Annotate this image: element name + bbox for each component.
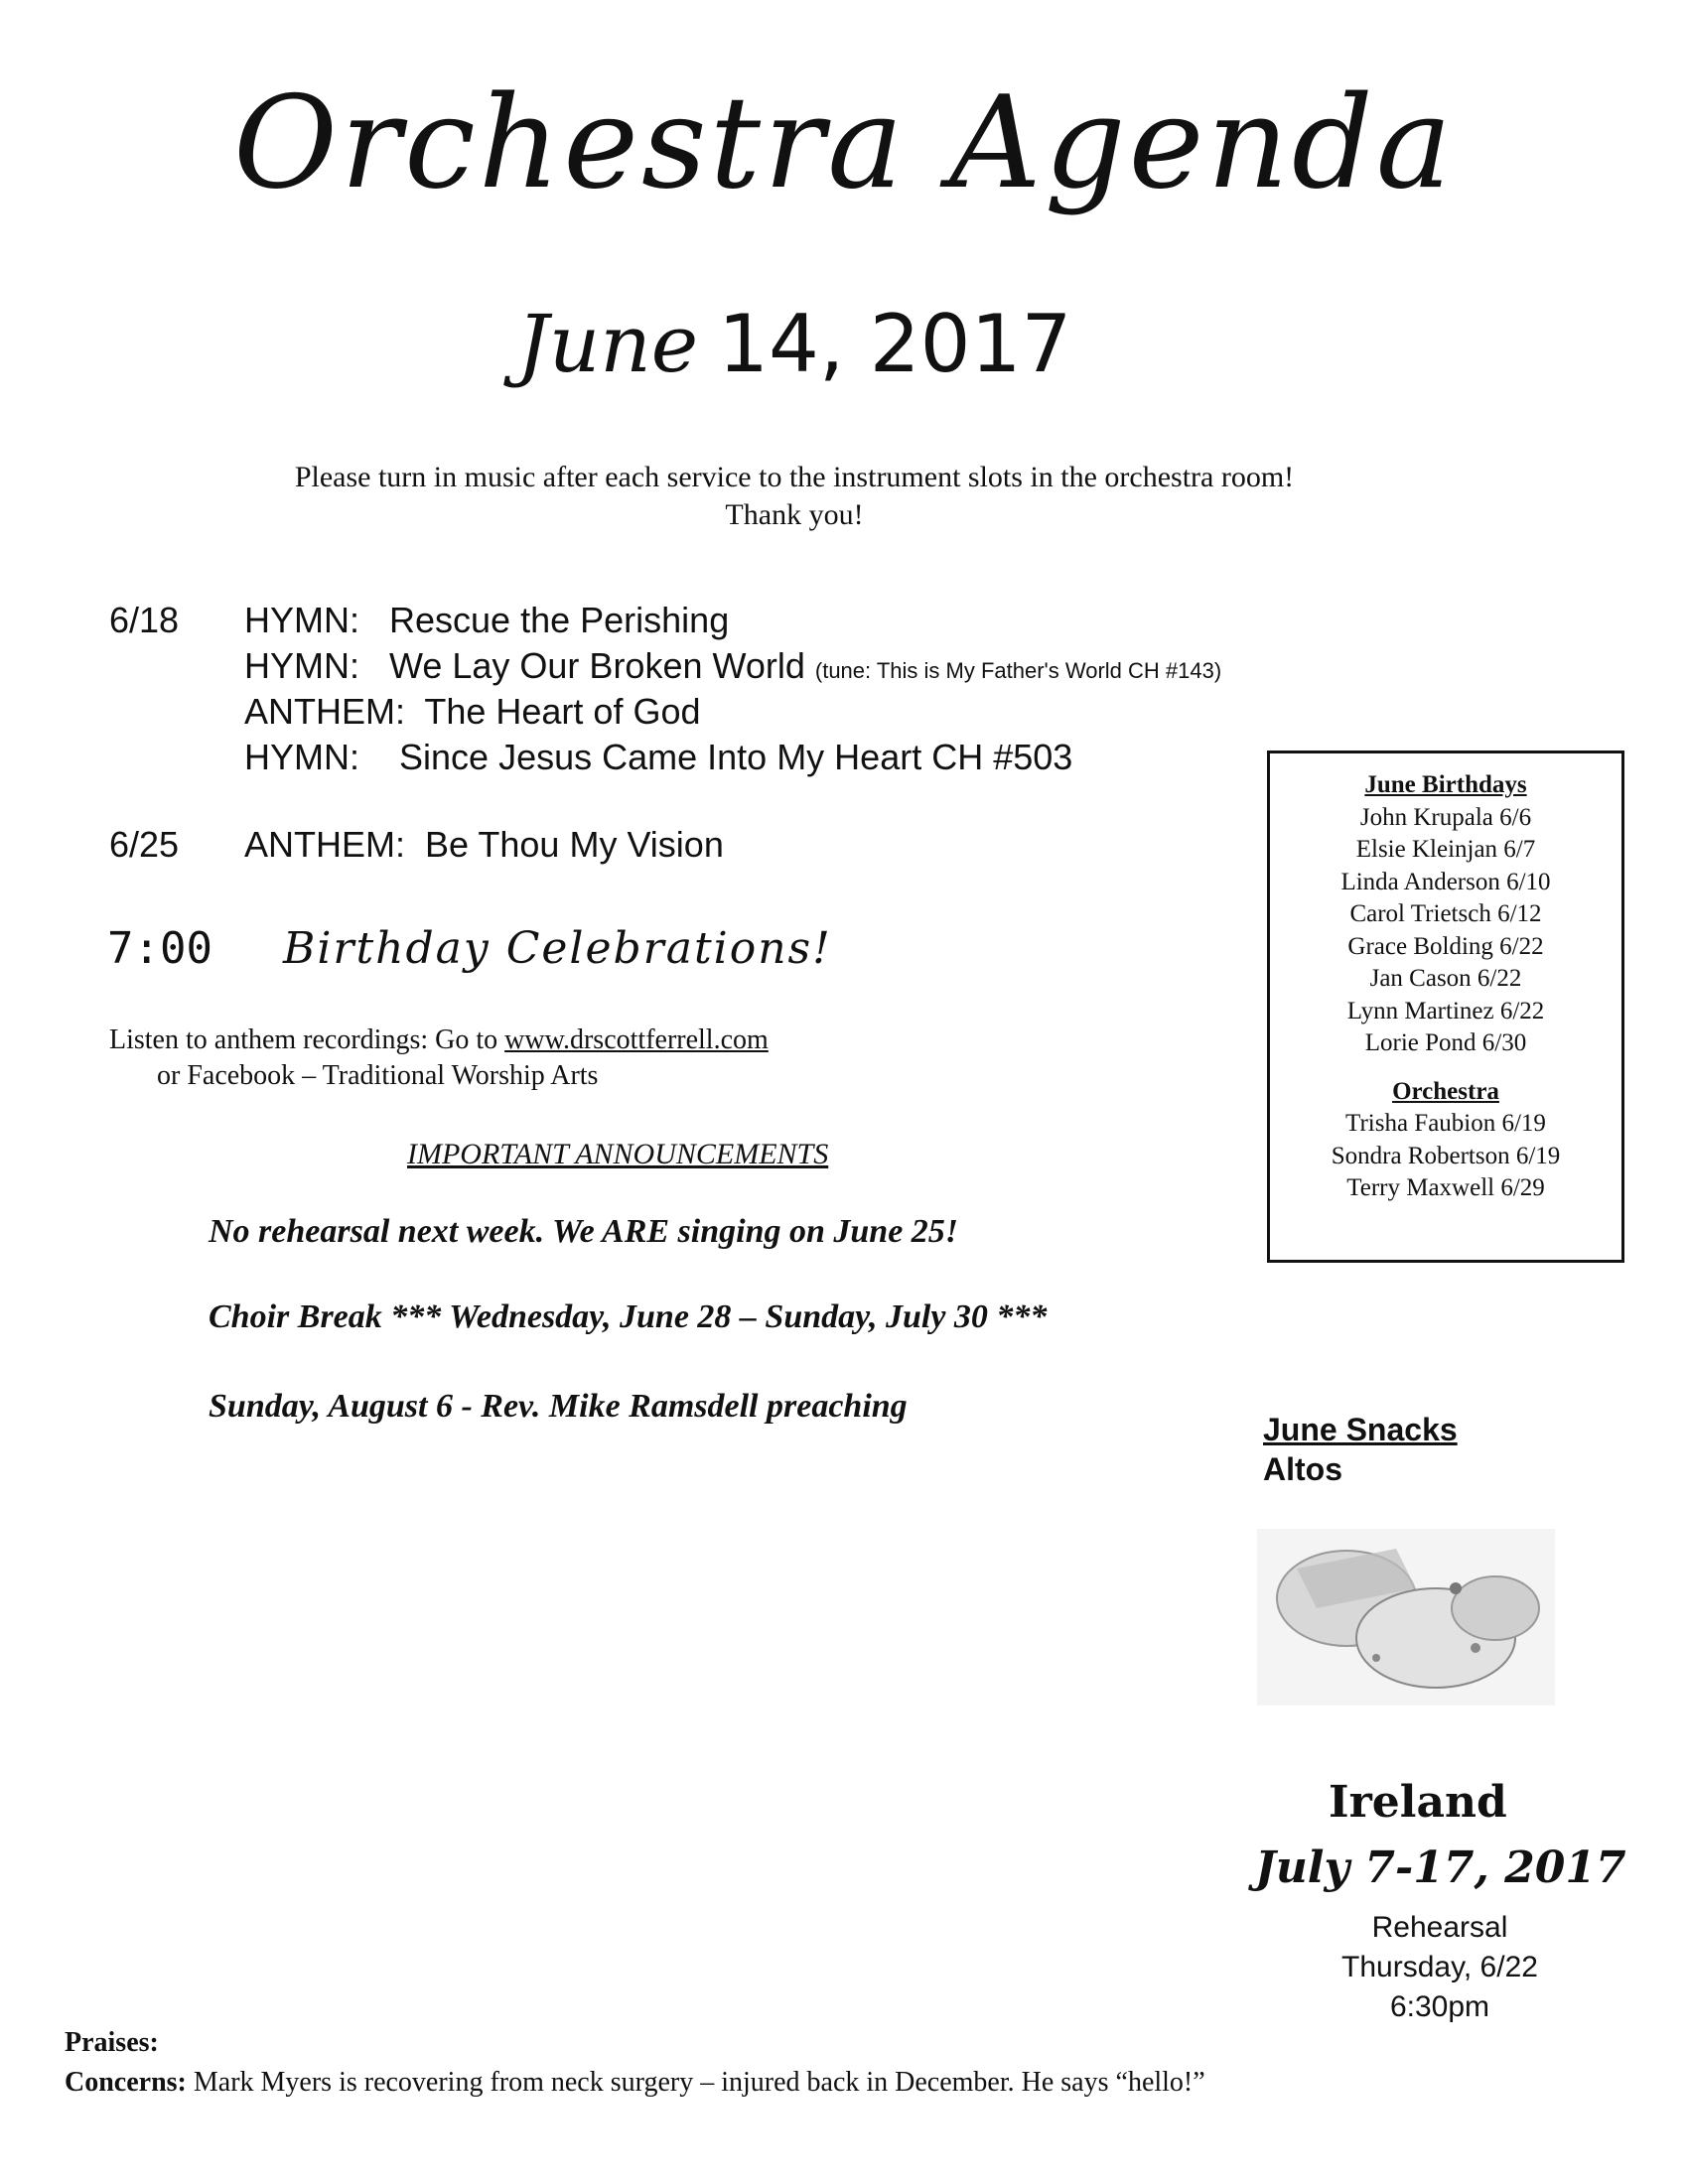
schedule-date: 6/25 — [109, 824, 180, 865]
schedule-item — [244, 600, 729, 641]
date-day-year: 14, 2017 — [718, 298, 1072, 390]
agenda-date — [0, 298, 1589, 391]
schedule-type: ANTHEM: — [244, 691, 405, 732]
listen-info — [109, 1023, 769, 1094]
announcement-item: No rehearsal next week. We ARE singing on June 25! — [209, 1213, 959, 1250]
birthday-entry: Elsie Kleinjan 6/7 — [1355, 836, 1536, 863]
birthday-entry: Grace Bolding 6/22 — [1347, 932, 1544, 960]
birthday-entry: John Krupala 6/6 — [1359, 803, 1532, 831]
rehearsal-label: Rehearsal — [1371, 1911, 1508, 1944]
announcement-item: Sunday, August 6 - Rev. Mike Ramsdell preaching — [209, 1388, 908, 1425]
concerns-line — [65, 2067, 1205, 2099]
date-month: June — [516, 298, 699, 390]
snack-image — [1257, 1529, 1555, 1706]
schedule-title: We Lay Our Broken World — [389, 645, 805, 686]
schedule-title: The Heart of God — [424, 691, 701, 732]
schedule-item — [244, 645, 1221, 687]
celebration-time: 7:00 — [107, 923, 212, 974]
schedule-date: 6/18 — [109, 600, 180, 640]
schedule-type: HYMN: — [244, 737, 359, 777]
birthday-entry: Trisha Faubion 6/19 — [1345, 1110, 1546, 1137]
schedule-type: ANTHEM: — [244, 824, 405, 865]
notice-line-1: Please turn in music after each service to the instrument slots in the orchestra room! — [294, 461, 1295, 493]
birthday-entry: Linda Anderson 6/10 — [1340, 868, 1551, 895]
trip-place: Ireland — [1329, 1777, 1507, 1828]
birthday-entry: Terry Maxwell 6/29 — [1346, 1174, 1545, 1201]
schedule-item — [244, 691, 701, 733]
listen-facebook: or Facebook – Traditional Worship Arts — [157, 1060, 599, 1091]
schedule-title: Rescue the Perishing — [389, 600, 730, 640]
snacks-label: June Snacks — [1263, 1412, 1458, 1447]
schedule-item — [244, 737, 1072, 778]
birthday-entry: Carol Trietsch 6/12 — [1349, 900, 1542, 927]
rehearsal-time: Thursday, 6/22 6:30pm — [1341, 1951, 1538, 2023]
announcement-item: Choir Break *** Wednesday, June 28 – Sunday, July 30 *** — [209, 1298, 1048, 1335]
concerns-text: Mark Myers is recovering from neck surgery – injured back in December. He says “hello!” — [186, 2067, 1205, 2098]
birthdays-heading: June Birthdays — [1364, 771, 1527, 798]
trip-dates: July 7-17, 2017 — [1255, 1843, 1626, 1893]
praises-label: Praises: — [65, 2027, 159, 2058]
page-title: Orchestra Agenda — [232, 69, 1456, 217]
birthday-entry: Jan Cason 6/22 — [1369, 965, 1522, 992]
notice-line-2: Thank you! — [725, 498, 864, 531]
celebration-text: Birthday Celebrations! — [283, 923, 832, 974]
orchestra-heading: Orchestra — [1392, 1077, 1499, 1105]
snacks-group: Altos — [1263, 1451, 1342, 1487]
schedule-item — [244, 824, 724, 866]
birthday-entry: Lorie Pond 6/30 — [1364, 1029, 1527, 1056]
schedule-title: Since Jesus Came Into My Heart CH #503 — [399, 737, 1073, 777]
announcements-heading: IMPORTANT ANNOUNCEMENTS — [407, 1138, 829, 1170]
concerns-label: Concerns: — [65, 2067, 187, 2098]
birthday-entry: Sondra Robertson 6/19 — [1331, 1142, 1561, 1169]
schedule-type: HYMN: — [244, 645, 359, 686]
schedule-note: (tune: This is My Father's World CH #143) — [814, 658, 1222, 683]
birthdays-box — [1267, 751, 1624, 1263]
music-notice — [199, 459, 1390, 534]
website-link[interactable]: www.drscottferrell.com — [504, 1024, 769, 1055]
schedule-type: HYMN: — [244, 600, 359, 640]
schedule-title: Be Thou My Vision — [425, 824, 724, 865]
listen-prefix: Listen to anthem recordings: Go to — [109, 1024, 498, 1055]
birthday-entry: Lynn Martinez 6/22 — [1346, 997, 1545, 1024]
rehearsal-info — [1291, 1908, 1589, 2027]
